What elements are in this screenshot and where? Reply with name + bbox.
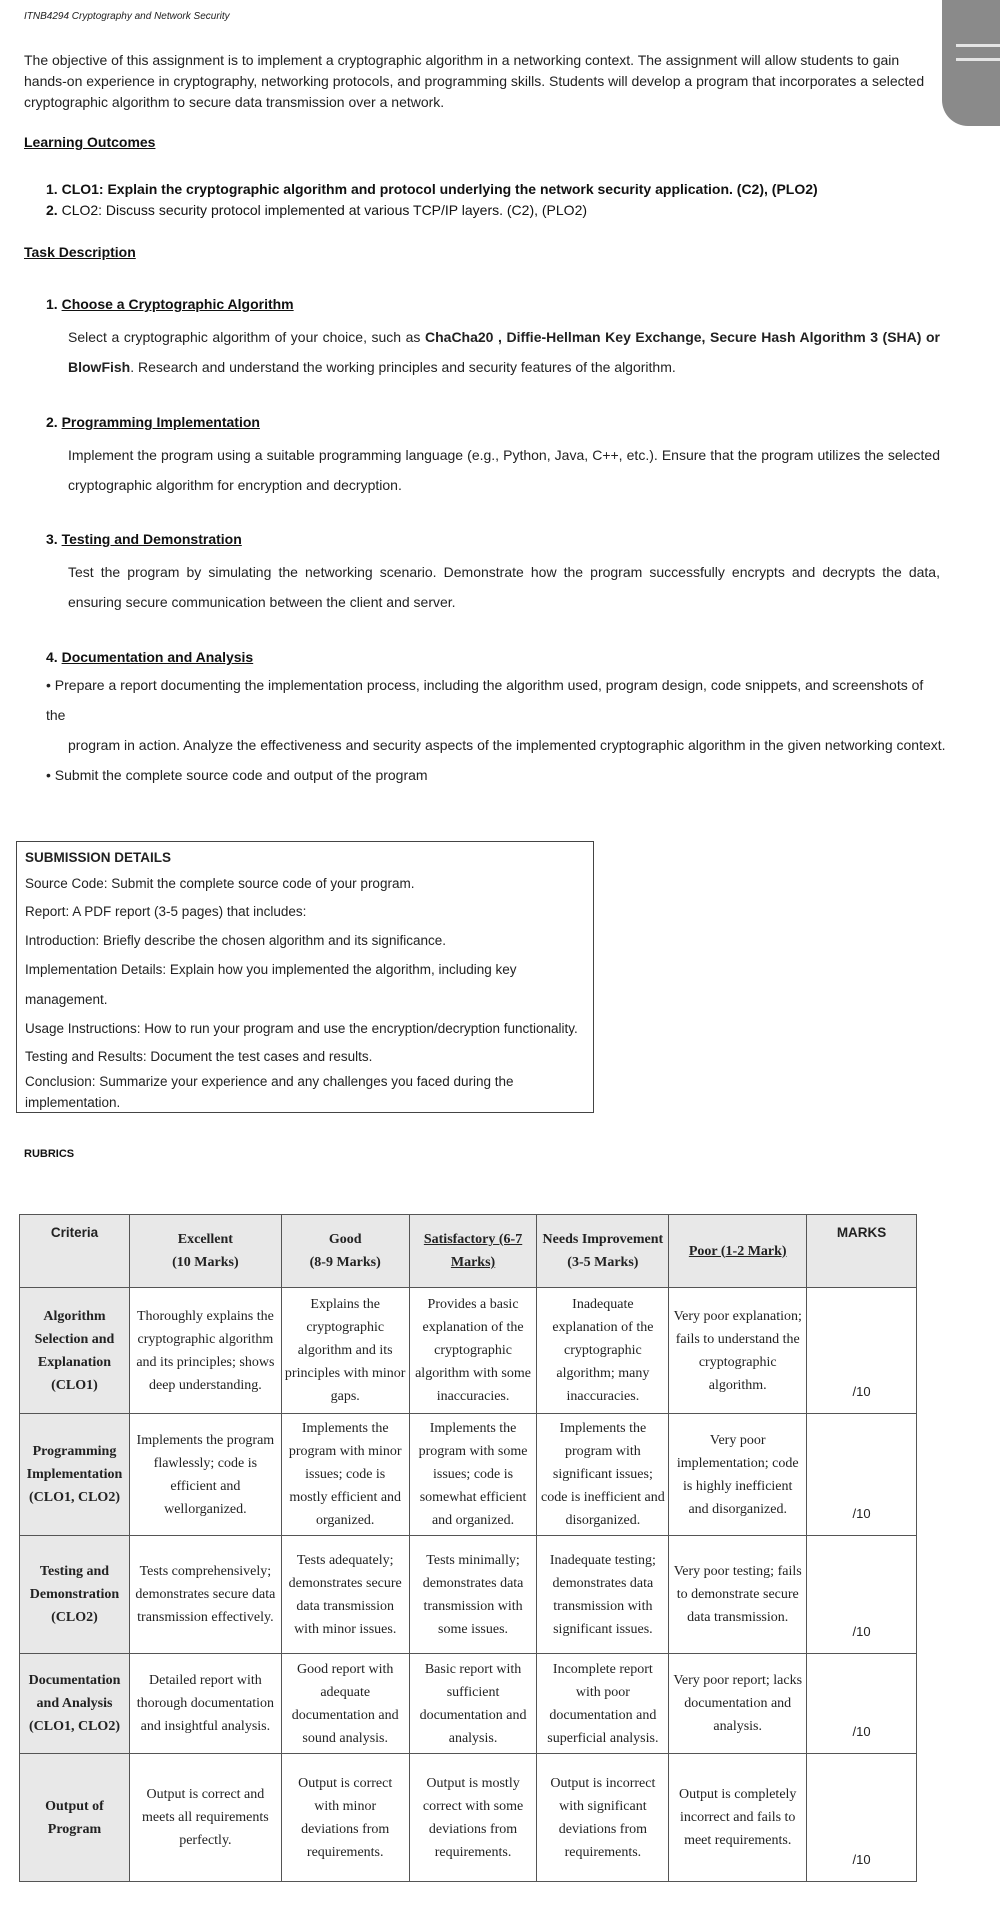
header-label: Satisfactory (6-7 Marks) — [423, 1232, 523, 1270]
satisfactory-cell: Implements the program with some issues; code is somewhat efficient and organized. — [409, 1414, 537, 1536]
marks-cell: /10 — [807, 1654, 917, 1754]
needs-cell: Implements the program with significant issues; code is inefficient and disorganized. — [537, 1414, 669, 1536]
header-excellent — [129, 1215, 281, 1288]
satisfactory-cell: Output is mostly correct with some deviations from requirements. — [409, 1754, 537, 1882]
task-1 — [46, 296, 940, 382]
outcome-text: CLO1: Explain the cryptographic algorithm and protocol underlying the network security application. (C2), (PLO2) — [61, 181, 818, 197]
learning-outcomes-list — [46, 179, 818, 221]
marks-cell: /10 — [807, 1414, 917, 1536]
poor-cell: Very poor report; lacks documentation and analysis. — [669, 1654, 807, 1754]
table-row — [20, 1654, 917, 1754]
task-body — [68, 322, 940, 382]
submission-line: Introduction: Briefly describe the chosen algorithm and its significance. — [25, 932, 446, 948]
outcome-item — [46, 179, 818, 200]
header-marks-col: MARKS — [807, 1215, 917, 1288]
task-number: 4. — [46, 649, 58, 665]
task-number: 2. — [46, 414, 58, 430]
table-row — [20, 1536, 917, 1654]
table-row — [20, 1754, 917, 1882]
task-3 — [46, 531, 940, 617]
menu-button[interactable] — [942, 0, 1000, 126]
marks-cell: /10 — [807, 1536, 917, 1654]
satisfactory-cell: Basic report with sufficient documentation and analysis. — [409, 1654, 537, 1754]
rubric-table — [19, 1214, 917, 1882]
poor-cell: Very poor testing; fails to demonstrate secure data transmission. — [669, 1536, 807, 1654]
task-title: Programming Implementation — [61, 414, 260, 430]
satisfactory-cell: Provides a basic explanation of the cryptographic algorithm with some inaccuracies. — [409, 1288, 537, 1414]
submission-line: Report: A PDF report (3-5 pages) that includes: — [25, 904, 307, 920]
header-label: Poor (1-2 Mark) — [688, 1243, 787, 1259]
needs-cell: Inadequate explanation of the cryptographic algorithm; many inaccuracies. — [537, 1288, 669, 1414]
task-heading — [46, 649, 946, 665]
submission-line: Usage Instructions: How to run your program and use the encryption/decryption functionality. — [25, 1020, 578, 1036]
learning-outcomes-title: Learning Outcomes — [24, 134, 156, 150]
good-cell: Good report with adequate documentation and sound analysis. — [281, 1654, 409, 1754]
task-2 — [46, 414, 940, 500]
task-heading — [46, 414, 940, 430]
needs-cell: Incomplete report with poor documentation and superficial analysis. — [537, 1654, 669, 1754]
header-label: Needs Improvement — [542, 1232, 664, 1247]
table-row — [20, 1414, 917, 1536]
header-label: Good — [328, 1232, 362, 1247]
outcome-text: CLO2: Discuss security protocol implemented at various TCP/IP layers. (C2), (PLO2) — [61, 202, 588, 218]
task-4 — [46, 649, 946, 790]
bullet-continuation: program in action. Analyze the effectiveness and security aspects of the implemented cryptographic algorithm in the given networking context. — [68, 737, 946, 753]
outcome-number: 2. — [46, 202, 58, 218]
task-title: Documentation and Analysis — [61, 649, 254, 665]
good-cell: Implements the program with minor issues; code is mostly efficient and organized. — [281, 1414, 409, 1536]
submission-details-box — [16, 841, 594, 1113]
poor-cell: Output is completely incorrect and fails to meet requirements. — [669, 1754, 807, 1882]
bullet-item: • Submit the complete source code and output of the program — [46, 767, 428, 783]
rubrics-title: RUBRICS — [24, 1148, 75, 1160]
header-marks: (10 Marks) — [172, 1255, 239, 1270]
submission-line: Source Code: Submit the complete source code of your program. — [25, 876, 415, 891]
task-bullets — [46, 670, 946, 790]
criteria-cell: Programming Implementation (CLO1, CLO2) — [20, 1414, 130, 1536]
task-title: Choose a Cryptographic Algorithm — [61, 296, 294, 312]
header-label: Excellent — [177, 1232, 233, 1247]
good-cell: Tests adequately; demonstrates secure data transmission with minor issues. — [281, 1536, 409, 1654]
marks-cell: /10 — [807, 1288, 917, 1414]
task-heading — [46, 531, 940, 547]
submission-line: Implementation Details: Explain how you implemented the algorithm, including key management. — [25, 961, 517, 1007]
needs-cell: Inadequate testing; demonstrates data transmission with significant issues. — [537, 1536, 669, 1654]
submission-title: SUBMISSION DETAILS — [25, 850, 172, 865]
course-header: ITNB4294 Cryptography and Network Security — [24, 11, 230, 22]
good-cell: Explains the cryptographic algorithm and its principles with minor gaps. — [281, 1288, 409, 1414]
menu-icon — [956, 44, 1000, 47]
outcome-item — [46, 200, 818, 221]
rubric-header-row — [20, 1215, 917, 1288]
poor-cell: Very poor explanation; fails to understand the cryptographic algorithm. — [669, 1288, 807, 1414]
excellent-cell: Output is correct and meets all requirements perfectly. — [129, 1754, 281, 1882]
poor-cell: Very poor implementation; code is highly inefficient and disorganized. — [669, 1414, 807, 1536]
excellent-cell: Tests comprehensively; demonstrates secure data transmission effectively. — [129, 1536, 281, 1654]
header-good — [281, 1215, 409, 1288]
header-poor — [669, 1215, 807, 1288]
task-body: Implement the program using a suitable programming language (e.g., Python, Java, C++, etc.). Ensure that the program utilizes the selected cryptographic algorithm for encryption and decryption. — [68, 447, 940, 493]
header-criteria: Criteria — [20, 1215, 130, 1288]
menu-icon-bar — [956, 58, 1000, 61]
task-body-text-end: . Research and understand the working principles and security features of the algorithm. — [130, 359, 676, 375]
satisfactory-cell: Tests minimally; demonstrates data transmission with some issues. — [409, 1536, 537, 1654]
excellent-cell: Detailed report with thorough documentation and insightful analysis. — [129, 1654, 281, 1754]
criteria-cell: Documentation and Analysis (CLO1, CLO2) — [20, 1654, 130, 1754]
task-description-title: Task Description — [24, 244, 136, 260]
table-row — [20, 1288, 917, 1414]
excellent-cell: Thoroughly explains the cryptographic algorithm and its principles; shows deep understanding. — [129, 1288, 281, 1414]
task-body: Test the program by simulating the networking scenario. Demonstrate how the program successfully encrypts and decrypts the data, ensuring secure communication between the client and server. — [68, 564, 940, 610]
criteria-cell: Algorithm Selection and Explanation (CLO1) — [20, 1288, 130, 1414]
outcome-number: 1. — [46, 181, 58, 197]
criteria-cell: Testing and Demonstration (CLO2) — [20, 1536, 130, 1654]
algorithm-options: ChaCha20 , Diffie-Hellman Key Exchange, Secure Hash Algorithm 3 (SHA) or BlowFish — [68, 329, 940, 375]
header-needs-improvement — [537, 1215, 669, 1288]
task-number: 3. — [46, 531, 58, 547]
excellent-cell: Implements the program flawlessly; code is efficient and wellorganized. — [129, 1414, 281, 1536]
task-body-text: Select a cryptographic algorithm of your choice, such as — [68, 329, 425, 345]
header-marks: (3-5 Marks) — [567, 1255, 639, 1270]
bullet-item: • Prepare a report documenting the implementation process, including the algorithm used, program design, code snippets, and screenshots of the — [46, 677, 924, 723]
task-title: Testing and Demonstration — [61, 531, 242, 547]
needs-cell: Output is incorrect with significant deviations from requirements. — [537, 1754, 669, 1882]
intro-paragraph: The objective of this assignment is to implement a cryptographic algorithm in a networking context. The assignment will allow students to gain hands-on experience in cryptography, networking protocols, and programming skills. Students will develop a program that incorporates a selected cryptographic algorithm to secure data transmission over a network. — [24, 52, 925, 110]
header-marks: (8-9 Marks) — [309, 1255, 381, 1270]
header-satisfactory — [409, 1215, 537, 1288]
task-number: 1. — [46, 296, 58, 312]
submission-line: Testing and Results: Document the test cases and results. — [25, 1049, 373, 1065]
good-cell: Output is correct with minor deviations from requirements. — [281, 1754, 409, 1882]
criteria-cell: Output of Program — [20, 1754, 130, 1882]
marks-cell: /10 — [807, 1754, 917, 1882]
task-heading — [46, 296, 940, 312]
submission-line: Conclusion: Summarize your experience and any challenges you faced during the implementation. — [25, 1074, 514, 1111]
